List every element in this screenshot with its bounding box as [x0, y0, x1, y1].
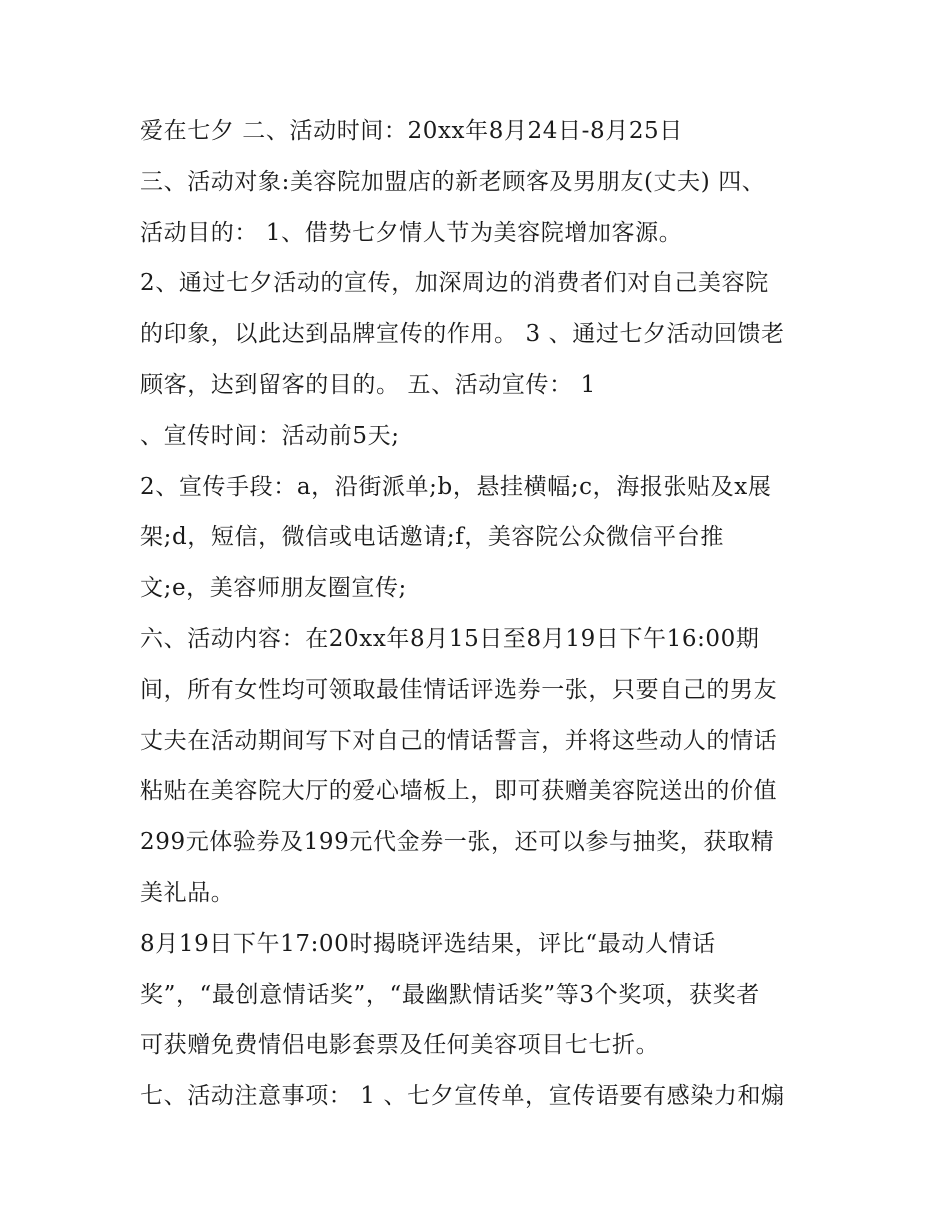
text-line: 六、活动内容：在20xx年8月15日至8月19日下午16:00期: [140, 625, 760, 652]
text-line: 奖”，“最创意情话奖”，“最幽默情话奖”等3个奖项，获奖者: [140, 981, 760, 1008]
text-line: 的印象，以此达到品牌宣传的作用。 3 、通过七夕活动回馈老: [140, 321, 785, 348]
text-line: 七、活动注意事项： 1 、七夕宣传单，宣传语要有感染力和煽: [140, 1083, 785, 1110]
text-line: 、宣传时间：活动前5天;: [140, 422, 400, 449]
text-line: 顾客，达到留客的目的。 五、活动宣传： 1: [140, 371, 596, 398]
text-line: 美礼品。: [140, 879, 235, 906]
text-line: 8月19日下午17:00时揭晓评选结果，评比“最动人情话: [140, 930, 716, 957]
text-line: 丈夫在活动期间写下对自己的情话誓言，并将这些动人的情话: [140, 727, 778, 754]
text-line: 架;d，短信，微信或电话邀请;f，美容院公众微信平台推: [140, 524, 724, 551]
text-line: 299元体验券及199元代金券一张，还可以参与抽奖，获取精: [140, 829, 775, 856]
text-line: 爱在七夕 二、活动时间：20xx年8月24日-8月25日: [140, 118, 683, 144]
text-line: 2、宣传手段：a，沿街派单;b，悬挂横幅;c，海报张贴及x展: [140, 473, 772, 500]
text-line: 活动目的： 1、借势七夕情人节为美容院增加客源。: [140, 219, 683, 246]
text-line: 三、活动对象:美容院加盟店的新老顾客及男朋友(丈夫) 四、: [140, 168, 766, 195]
body-text: [140, 106, 840, 1122]
text-line: 粘贴在美容院大厅的爱心墙板上，即可获赠美容院送出的价值: [140, 778, 778, 805]
text-line: 间，所有女性均可领取最佳情话评选券一张，只要自己的男友: [140, 676, 778, 703]
text-line: 可获赠免费情侣电影套票及任何美容项目七七折。: [140, 1032, 660, 1059]
text-line: 文;e，美容师朋友圈宣传;: [140, 575, 407, 602]
text-line: 2、通过七夕活动的宣传，加深周边的消费者们对自己美容院: [140, 270, 769, 297]
